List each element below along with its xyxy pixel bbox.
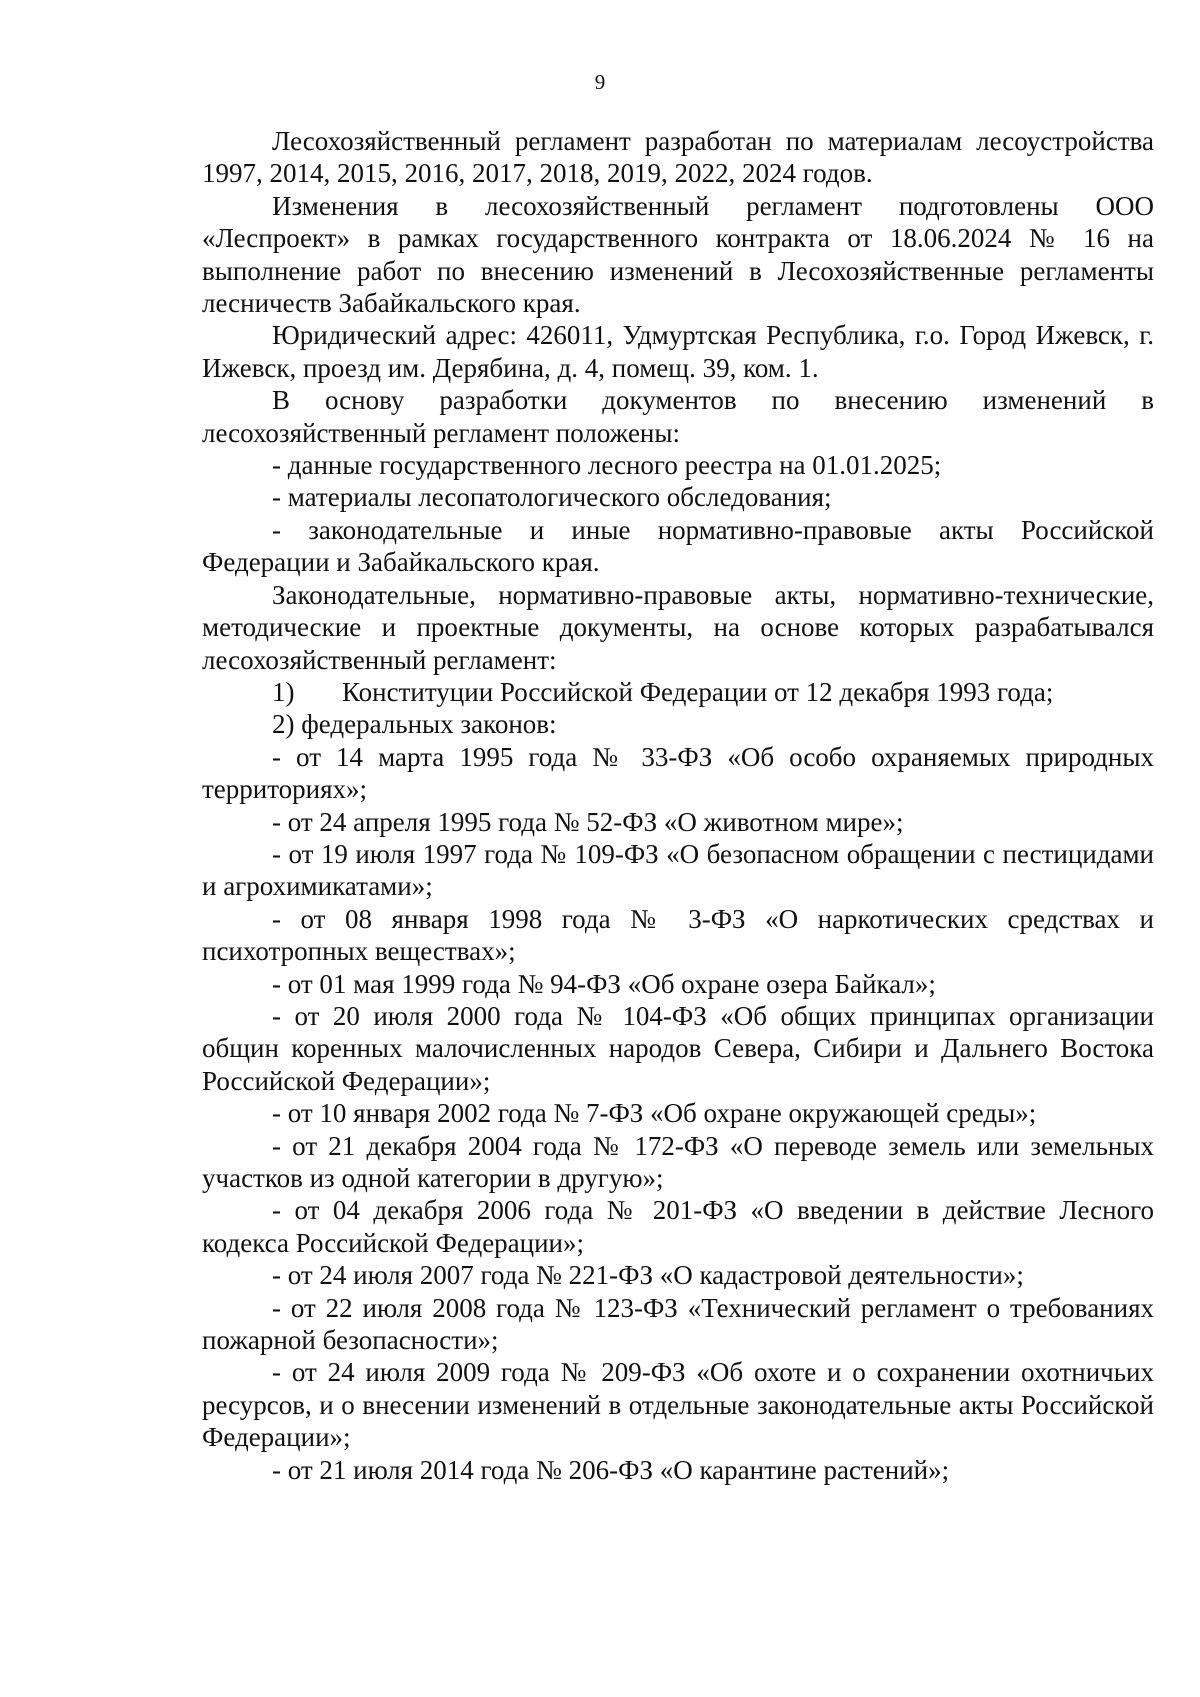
law-item: - от 10 января 2002 года № 7-ФЗ «Об охране окружающей среды»;: [272, 1098, 1037, 1129]
paragraph-materials: Лесохозяйственный регламент разработан по материалам лесоустройства 1997, 2014, 2015, 2016, 2017, 2018, 2019, 2022, 2024 годов.: [202, 126, 1154, 189]
list-item-constitution: [202, 676, 1154, 708]
document-body: [202, 125, 1154, 1486]
list-number: 1): [272, 676, 295, 707]
law-item: - от 04 декабря 2006 года № 201-ФЗ «О введении в действие Лесного кодекса Российской Федерации»;: [202, 1195, 1154, 1258]
law-item: - от 19 июля 1997 года № 109-ФЗ «О безопасном обращении с пестицидами и агрохимикатами»;: [202, 838, 1154, 902]
list-item-forest-registry: - данные государственного лесного реестра на 01.01.2025;: [272, 450, 942, 481]
law-item: - от 24 апреля 1995 года № 52-ФЗ «О животном мире»;: [272, 806, 904, 837]
law-item: - от 22 июля 2008 года № 123-ФЗ «Технический регламент о требованиях пожарной безопасности»;: [202, 1292, 1154, 1356]
law-item: - от 24 июля 2009 года № 209-ФЗ «Об охоте и о сохранении охотничьих ресурсов, и о внесении изменений в отдельные законодательные акты Российской Федерации»;: [202, 1357, 1154, 1453]
list-item-text: Конституции Российской Федерации от 12 декабря 1993 года;: [342, 676, 1054, 707]
law-item: - от 24 июля 2007 года № 221-ФЗ «О кадастровой деятельности»;: [272, 1260, 1024, 1291]
list-item-forest-pathology: - материалы лесопатологического обследования;: [272, 482, 832, 513]
law-item: - от 20 июля 2000 года № 104-ФЗ «Об общих принципах организации общин коренных малочисленных народов Севера, Сибири и Дальнего Востока Российской Федерации»;: [202, 1000, 1154, 1096]
list-item-legal-acts: - законодательные и иные нормативно-правовые акты Российской Федерации и Забайкальского края.: [202, 514, 1154, 578]
paragraph-legal-address: Юридический адрес: 426011, Удмуртская Республика, г.о. Город Ижевск, г. Ижевск, проезд им. Дерябина, д. 4, помещ. 39, ком. 1.: [202, 320, 1154, 383]
page-number: 9: [594, 70, 606, 94]
list-item-federal-laws: 2) федеральных законов:: [272, 709, 557, 740]
law-item: - от 14 марта 1995 года № 33-ФЗ «Об особо охраняемых природных территориях»;: [202, 741, 1154, 805]
paragraph-basis: В основу разработки документов по внесению изменений в лесохозяйственный регламент положены:: [202, 385, 1154, 448]
paragraph-changes: Изменения в лесохозяйственный регламент подготовлены ООО «Леспроект» в рамках государственного контракта от 18.06.2024 № 16 на выполнение работ по внесению изменений в Лесохозяйственные регламенты лесничеств Забайкальского края.: [202, 190, 1154, 319]
law-item: - от 08 января 1998 года № 3-ФЗ «О наркотических средствах и психотропных веществах»;: [202, 903, 1154, 967]
paragraph-documents-basis: Законодательные, нормативно-правовые акты, нормативно-технические, методические и проектные документы, на основе которых разрабатывался лесохозяйственный регламент:: [202, 579, 1154, 675]
law-item: - от 21 декабря 2004 года № 172-ФЗ «О переводе земель или земельных участков из одной категории в другую»;: [202, 1130, 1154, 1193]
law-item: - от 21 июля 2014 года № 206-ФЗ «О карантине растений»;: [272, 1454, 950, 1485]
law-item: - от 01 мая 1999 года № 94-ФЗ «Об охране озера Байкал»;: [272, 968, 936, 999]
